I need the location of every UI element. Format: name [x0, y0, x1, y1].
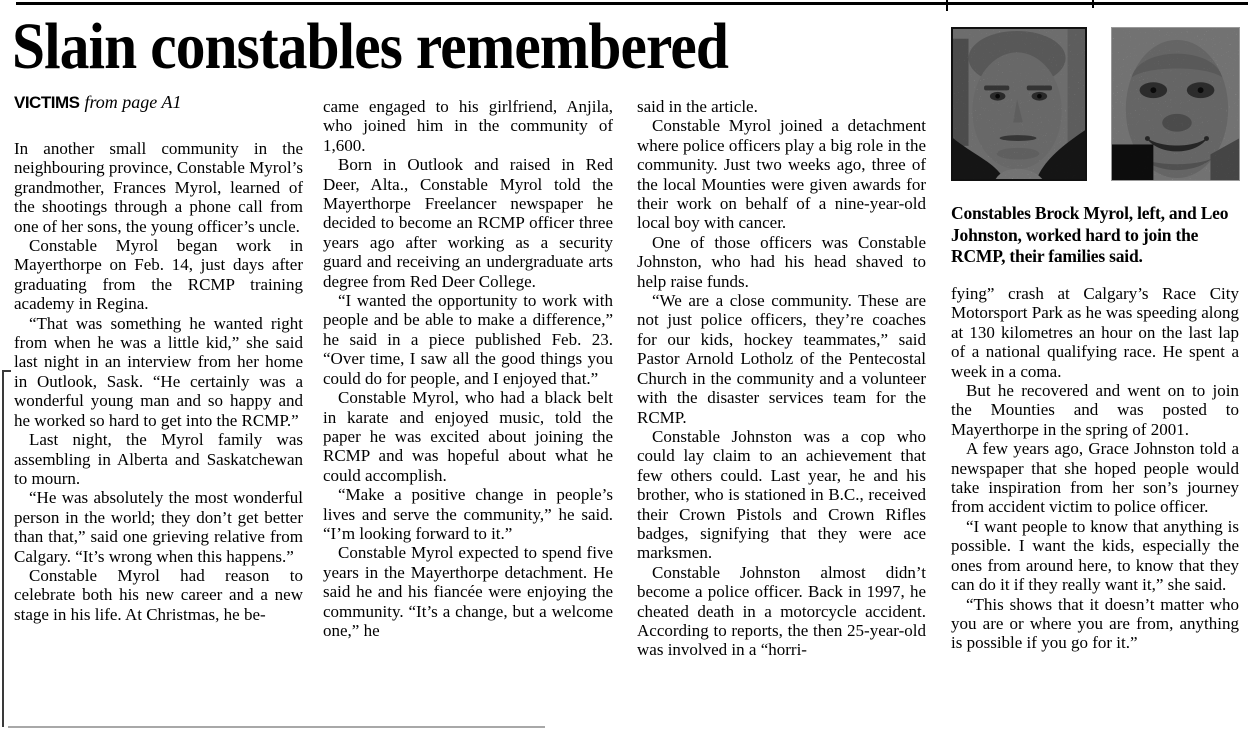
- photo-leo-johnston: [1111, 27, 1240, 181]
- column-register-tick: [1092, 0, 1094, 8]
- article-paragraph: “He was absolutely the most wonderful person in the world; they don’t get better than that,” said one grieving relative from Calgary. “It’s wrong when this happens.”: [14, 488, 303, 566]
- article-paragraph: Constable Myrol, who had a black belt in karate and enjoyed music, told the paper he was excited about joining the RCMP and was hopeful about what he could accomplish.: [323, 388, 613, 485]
- photo-caption: Constables Brock Myrol, left, and Leo Johnston, worked hard to join the RCMP, their families said.: [951, 203, 1229, 266]
- article-paragraph: Constable Myrol expected to spend five years in the Mayerthorpe detachment. He said he and his fiancée were enjoying the community. “It’s a change, but a welcome one,” he: [323, 543, 613, 640]
- article-headline: Slain constables remembered: [12, 10, 728, 83]
- article-paragraph: said in the article.: [637, 97, 758, 116]
- article-paragraph: Constable Myrol had reason to celebrate both his new career and a new stage in his life. At Christmas, he be-: [14, 565, 303, 624]
- article-paragraph: A few years ago, Grace Johnston told a newspaper that she hoped people would take inspiration from her son’s journey from accident victim to police officer.: [951, 439, 1239, 517]
- article-paragraph: Born in Outlook and raised in Red Deer, Alta., Constable Myrol told the Mayerthorpe Freelancer newspaper he decided to become an RCMP officer three years ago after working as a security guard and receiving an undergraduate arts degree from Red Deer College.: [323, 155, 613, 291]
- top-rule: [16, 2, 1248, 5]
- article-column-3: [637, 97, 926, 660]
- article-paragraph: “This shows that it doesn’t matter who you are or where you are from, anything is possible if you go for it.”: [951, 594, 1239, 653]
- article-paragraph: Constable Johnston almost didn’t become a police officer. Back in 1997, he cheated death in a motorcycle accident. According to reports, the then 25-year-old was involved in a “horri-: [637, 562, 926, 660]
- column-register-tick: [946, 0, 948, 11]
- article-column-4: [951, 284, 1239, 653]
- article-paragraph: Constable Johnston was a cop who could lay claim to an achievement that few others could. Last year, he and his brother, who is stationed in B.C., received their Crown Pistols and Crown Rifles badges, signifying that they were ace marksmen.: [637, 426, 926, 563]
- article-paragraph: “I want people to know that anything is possible. I want the kids, especially the ones from around here, to know that they can do it if they really want it,” she said.: [951, 516, 1239, 595]
- adjacent-box-left-rule: [2, 371, 4, 727]
- kicker-line: [14, 92, 181, 113]
- kicker-continuation-note: from page A1: [84, 92, 182, 112]
- article-paragraph: Constable Myrol began work in Mayerthorpe on Feb. 14, just days after graduating from the RCMP training academy in Regina.: [14, 236, 303, 314]
- article-paragraph: Last night, the Myrol family was assembling in Alberta and Saskatchewan to mourn.: [14, 430, 303, 488]
- article-column-2: [323, 97, 613, 640]
- article-paragraph: came engaged to his girlfriend, Anjila, who joined him in the community of 1,600.: [323, 97, 613, 155]
- kicker-label: VICTIMS: [14, 93, 80, 112]
- article-paragraph: But he recovered and went on to join the Mounties and was posted to Mayerthorpe in the spring of 2001.: [951, 381, 1239, 439]
- photo-brock-myrol: [951, 27, 1087, 181]
- bottom-light-rule: [8, 726, 545, 728]
- article-paragraph: In another small community in the neighbouring province, Constable Myrol’s grandmother, Frances Myrol, learned of the shootings through a phone call from one of her sons, the young officer’s uncle.: [14, 139, 303, 236]
- article-paragraph: fying” crash at Calgary’s Race City Motorsport Park as he was speeding along at 130 kilometres an hour on the last lap of a national qualifying race. He spent a week in a coma.: [951, 284, 1240, 381]
- adjacent-box-corner: [2, 370, 11, 372]
- article-paragraph: Constable Myrol joined a detachment where police officers play a big role in the community. Just two weeks ago, three of the local Mounties were given awards for their work on behalf of a nine-year-old local boy with cancer.: [637, 116, 926, 233]
- article-paragraph: “Make a positive change in people’s lives and serve the community,” he said. “I’m looking forward to it.”: [323, 485, 613, 543]
- article-paragraph: “That was something he wanted right from when he was a little kid,” she said last night in an interview from her home in Outlook, Sask. “He certainly was a wonderful young man and so happy and he worked so hard to get into the RCMP.”: [14, 313, 303, 430]
- article-paragraph: “We are a close community. These are not just police officers, they’re coaches for our kids, hockey teammates,” said Pastor Arnold Lotholz of the Pentecostal Church in the community and a volunteer with the disaster services team for the RCMP.: [637, 291, 926, 427]
- article-paragraph: “I wanted the opportunity to work with people and be able to make a difference,” he said in a piece published Feb. 23. “Over time, I saw all the good things you could do for people, and I enjoyed that.”: [323, 291, 613, 388]
- article-column-1: [14, 139, 303, 624]
- article-paragraph: One of those officers was Constable Johnston, who had his head shaved to help raise funds.: [637, 232, 926, 291]
